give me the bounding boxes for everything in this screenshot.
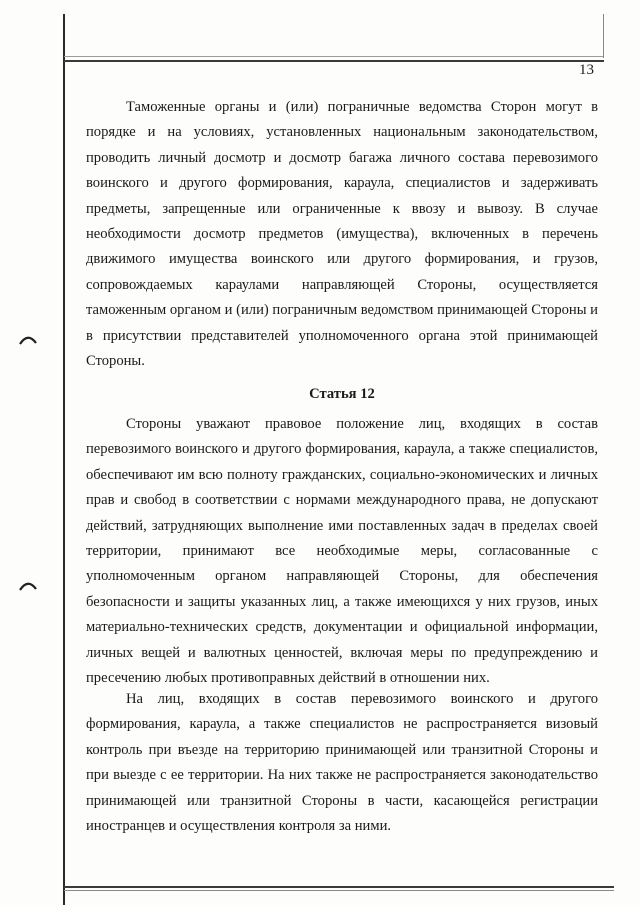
punch-hole-mark-icon	[19, 580, 37, 592]
frame-right-line	[603, 14, 604, 58]
text-block-customs	[86, 95, 598, 374]
article-heading-container	[86, 386, 598, 403]
text-block-visa-control	[86, 687, 598, 839]
paragraph-legal-status: Стороны уважают правовое положение лиц, входящих в состав перевозимого воинского и другого формирования, караула, а также специалистов, обеспечивают им всю полноту гражданских, социально-экономических и личных прав и свобод в соответствии с нормами международного права, не допускают действий, затрудняющих выполнение ими поставленных задач в пределах своей территории, принимают все необходимые меры, согласованные с уполномоченным органом направляющей Стороны, для обеспечения безопасности и защиты указанных лиц, а также имеющихся у них грузов, иных материально-технических средств, документации и официальной информации, личных вещей и валютных ценностей, включая меры по предупреждению и пресечению любых противоправных действий в отношении них.	[86, 416, 598, 687]
frame-bottom-line-faint	[64, 890, 614, 891]
frame-top-line	[64, 60, 604, 62]
paragraph-visa-control: На лиц, входящих в состав перевозимого воинского и другого формирования, караула, а также специалистов не распространяется визовый контроль при въезде на территорию принимающей или транзитной Стороны и при выезде с ее территории. На них также не распространяется законодательство принимающей или транзитной Стороны в части, касающейся регистрации иностранцев и осуществления контроля за ними.	[86, 691, 598, 835]
frame-bottom-line	[64, 886, 614, 888]
frame-left-line	[63, 14, 65, 905]
paragraph-customs-inspection: Таможенные органы и (или) пограничные ведомства Сторон могут в порядке и на условиях, установленных национальным законодательством, проводить личный досмотр и досмотр багажа личного состава перевозимого воинского и другого формирования, караула, специалистов и задерживать предметы, запрещенные или ограниченные к ввозу и вывозу. В случае необходимости досмотр предметов (имущества), включенных в перечень движимого имущества воинского или другого формирования, и грузов, сопровождаемых караулами направляющей Стороны, осуществляется таможенным органом и (или) пограничным ведомством принимающей Стороны и в присутствии представителей уполномоченного органа этой принимающей Стороны.	[86, 99, 598, 370]
frame-top-line-faint	[64, 56, 604, 57]
article-heading: Статья 12	[309, 386, 375, 402]
text-block-legal-status	[86, 412, 598, 691]
page-number: 13	[579, 62, 594, 78]
punch-hole-mark-icon	[19, 334, 37, 346]
